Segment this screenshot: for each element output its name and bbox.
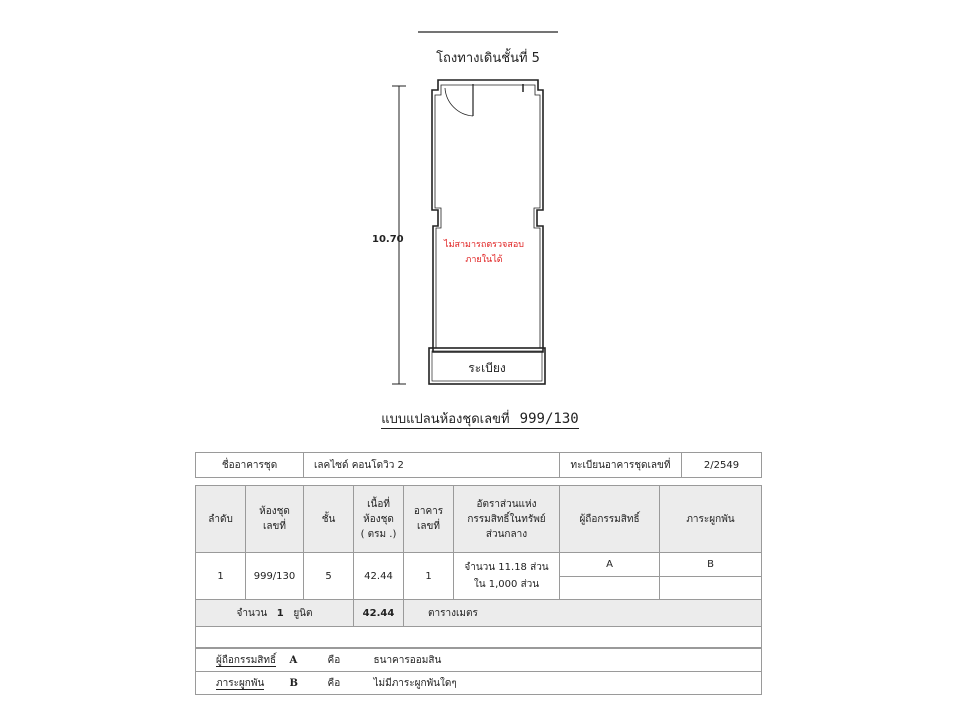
inspection-note-line2: ภายในได้ xyxy=(465,255,503,265)
room-outline xyxy=(432,80,543,352)
summary-area-unit: ตารางเมตร xyxy=(404,600,762,627)
cell-unit-no: 999/130 xyxy=(246,553,304,600)
legend-owner-is: คือ xyxy=(327,654,341,666)
balcony-label: ระเบียง xyxy=(468,361,506,375)
cell-ownership-ratio: จำนวน 11.18 ส่วน ใน 1,000 ส่วน xyxy=(454,553,560,600)
door-swing xyxy=(445,84,473,116)
registration-label: ทะเบียนอาคารชุดเลขที่ xyxy=(560,453,682,478)
legend-table xyxy=(195,648,762,695)
blank-row xyxy=(196,627,762,648)
legend-row-owner xyxy=(196,649,762,672)
registration-value: 2/2549 xyxy=(682,453,762,478)
cell-order: 1 xyxy=(196,553,246,600)
summary-total-area: 42.44 xyxy=(354,600,404,627)
cell-area: 42.44 xyxy=(354,553,404,600)
header-ownership-ratio: อัตราส่วนแห่ง กรรมสิทธิ์ในทรัพย์ ส่วนกลาง xyxy=(454,486,560,553)
summary-count-label: จำนวน xyxy=(236,607,268,619)
summary-count-value: 1 xyxy=(276,607,284,619)
legend-encumbrance-value: ไม่มีภาระผูกพันใดๆ xyxy=(373,677,457,689)
unit-table xyxy=(195,485,762,648)
header-unit-no: ห้องชุด เลขที่ xyxy=(246,486,304,553)
cell-owner: A xyxy=(560,553,660,577)
cell-encumbrance: B xyxy=(660,553,762,577)
legend-encumbrance-code: B xyxy=(289,677,298,689)
corridor-label: โถงทางเดินชั้นที่ 5 xyxy=(436,51,540,66)
legend-owner-code: A xyxy=(289,654,298,666)
header-building-no: อาคาร เลขที่ xyxy=(404,486,454,553)
header-area: เนื้อที่ ห้องชุด ( ตรม .) xyxy=(354,486,404,553)
cell-owner-blank xyxy=(560,576,660,600)
header-owner: ผู้ถือกรรมสิทธิ์ xyxy=(560,486,660,553)
building-name-label: ชื่ออาคารชุด xyxy=(196,453,304,478)
plan-title-number: 999/130 xyxy=(519,411,579,427)
table-header-row xyxy=(196,486,762,553)
legend-encumbrance-label: ภาระผูกพัน xyxy=(216,677,265,689)
legend-owner-value: ธนาคารออมสิน xyxy=(373,654,442,666)
plan-title xyxy=(0,408,960,429)
building-info-table xyxy=(195,452,762,478)
dimension-label: 10.70 xyxy=(372,234,404,245)
table-row xyxy=(196,553,762,577)
inspection-note-line1: ไม่สามารถตรวจสอบ xyxy=(444,240,524,250)
header-encumbrance: ภาระผูกพัน xyxy=(660,486,762,553)
summary-row xyxy=(196,600,762,627)
header-floor: ชั้น xyxy=(304,486,354,553)
header-order: ลำดับ xyxy=(196,486,246,553)
building-name-value: เลคไซด์ คอนโดวิว 2 xyxy=(304,453,560,478)
cell-floor: 5 xyxy=(304,553,354,600)
summary-count xyxy=(196,600,354,627)
cell-building-no: 1 xyxy=(404,553,454,600)
legend-owner-label: ผู้ถือกรรมสิทธิ์ xyxy=(216,654,277,666)
plan-title-text xyxy=(381,412,578,429)
legend-encumbrance-is: คือ xyxy=(327,677,341,689)
legend-row-encumbrance xyxy=(196,672,762,695)
summary-count-unit: ยูนิต xyxy=(293,607,313,619)
cell-encumbrance-blank xyxy=(660,576,762,600)
plan-title-prefix: แบบแปลนห้องชุดเลขที่ xyxy=(381,412,510,427)
